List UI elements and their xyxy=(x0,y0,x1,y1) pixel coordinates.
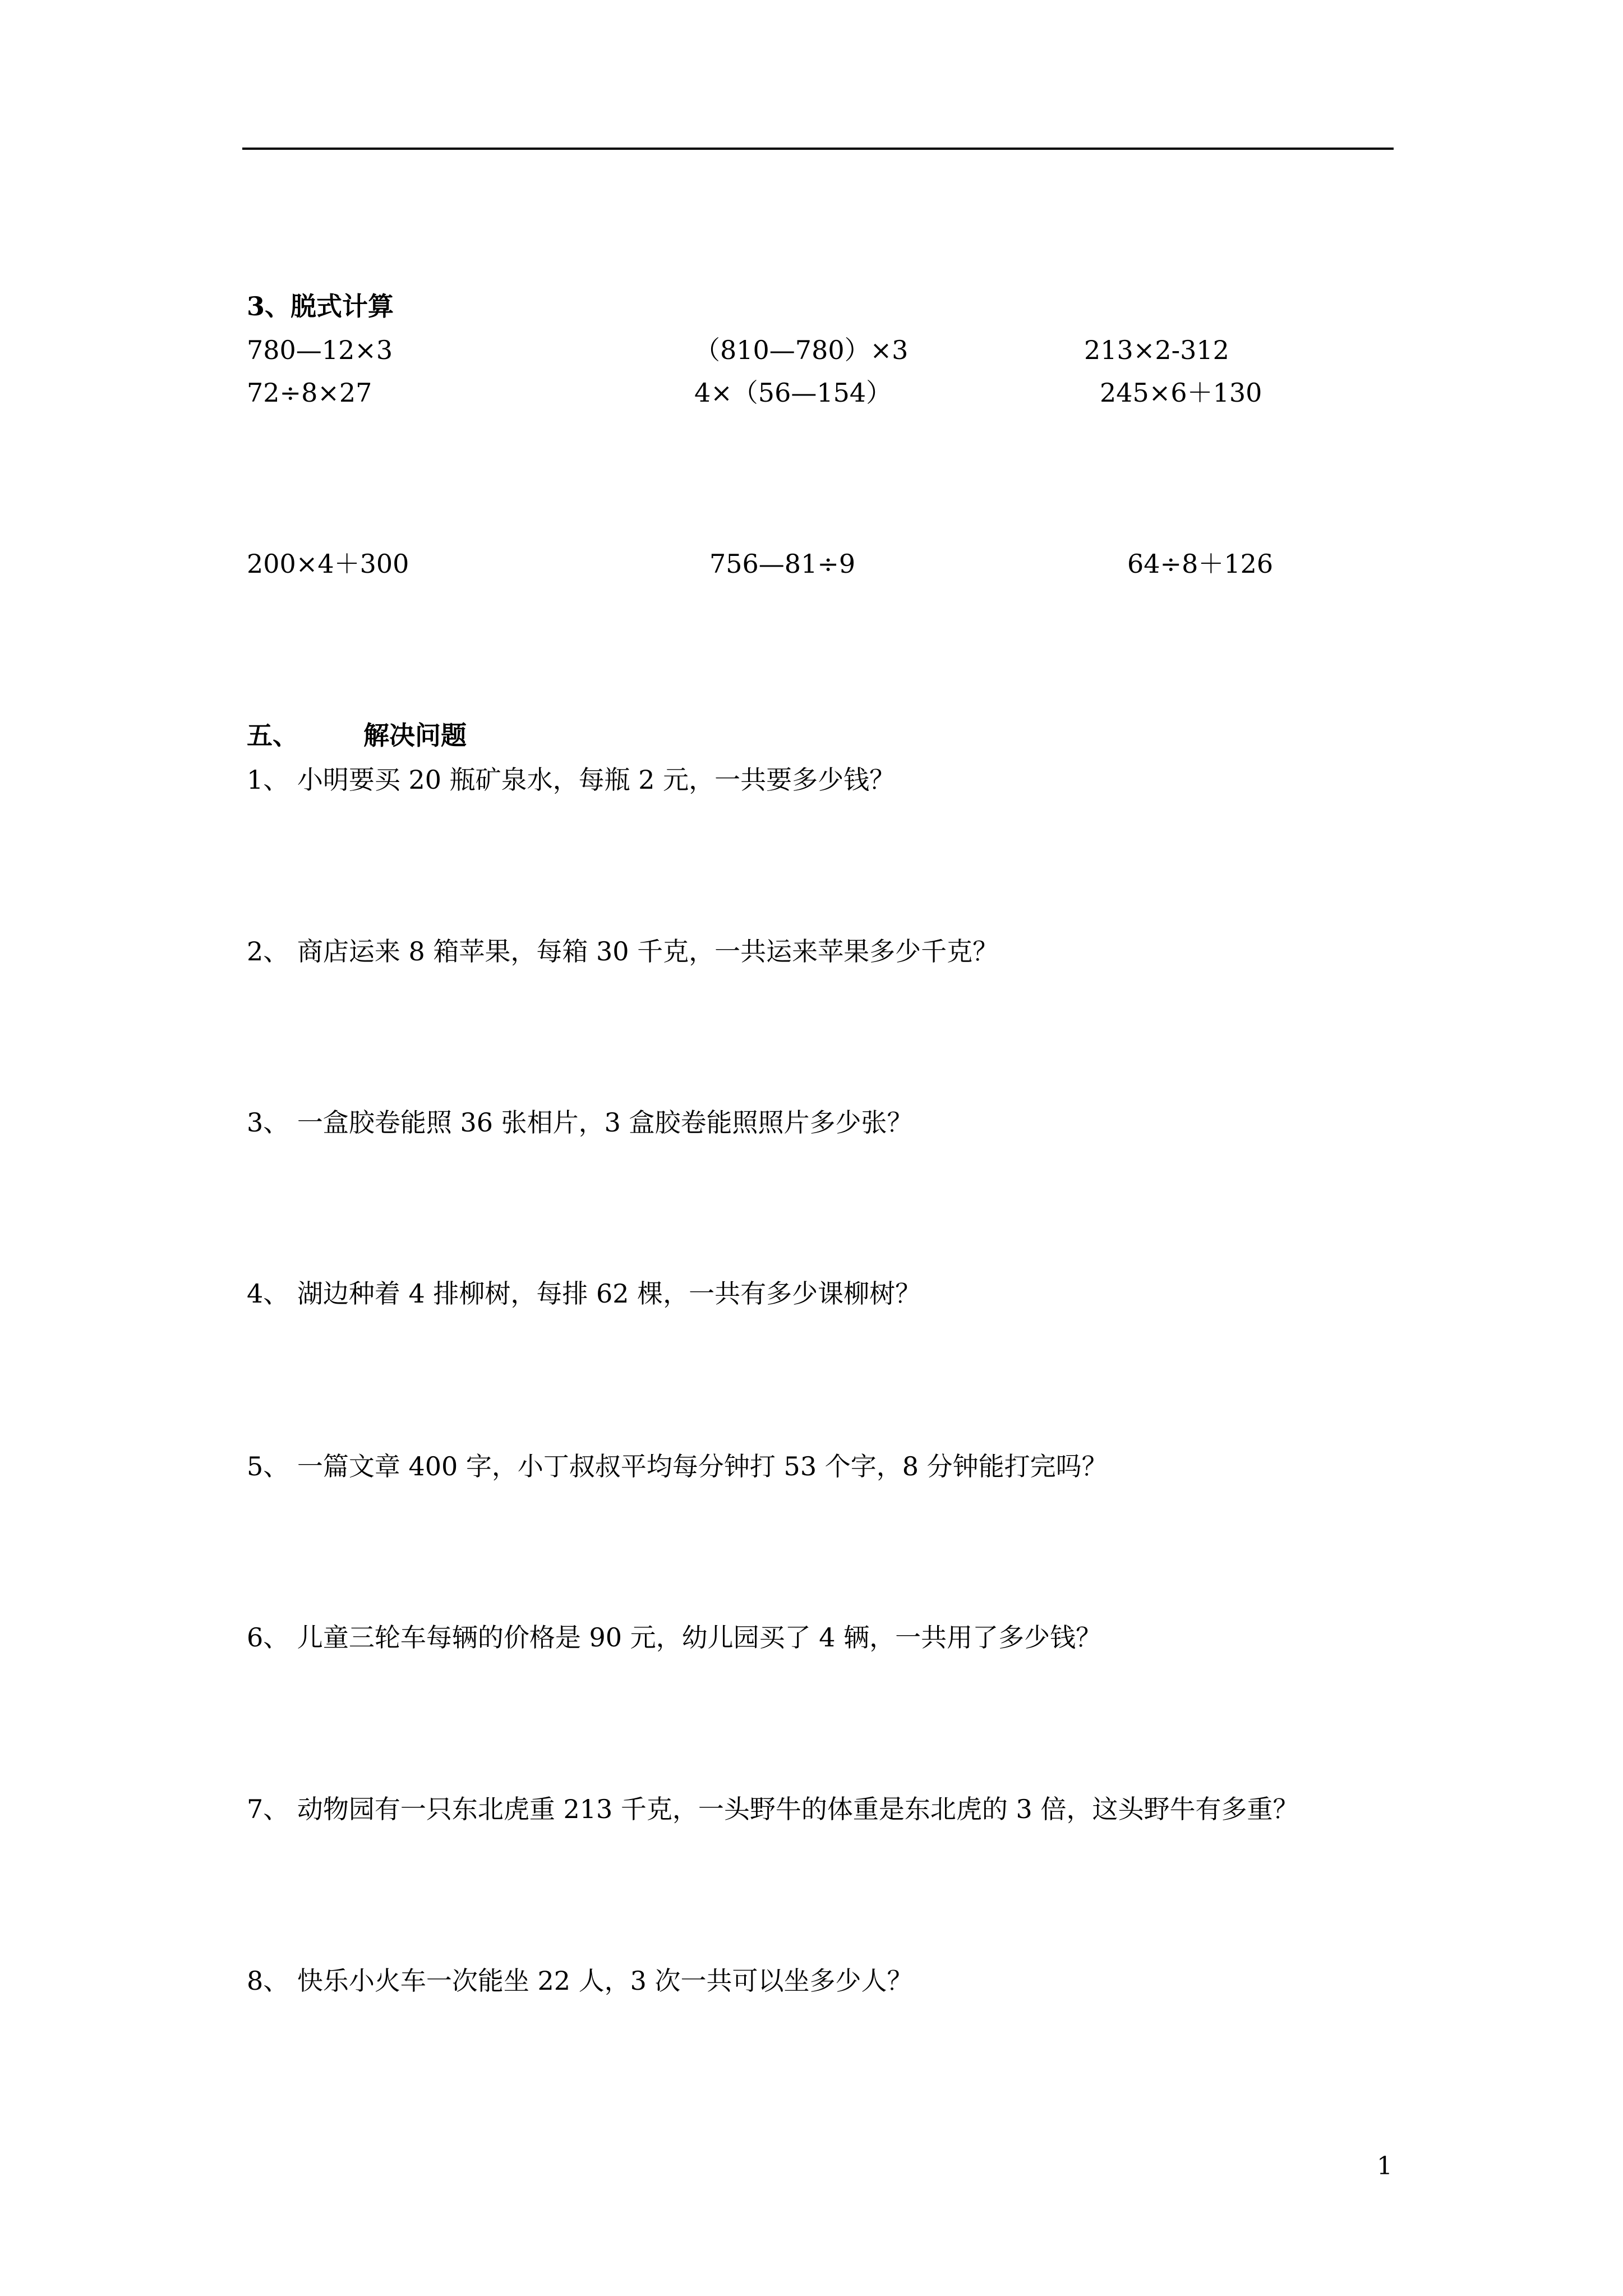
expression: 245×6＋130 xyxy=(1100,378,1262,408)
section3-title: 3、脱式计算 xyxy=(247,291,394,321)
word-problem: 5、 一篇文章 400 字，小丁叔叔平均每分钟打 53 个字，8 分钟能打完吗？ xyxy=(247,1451,1108,1481)
expression: 200×4＋300 xyxy=(247,549,409,579)
expression: （810—780）×3 xyxy=(694,335,909,365)
word-problem: 1、 小明要买 20 瓶矿泉水，每瓶 2 元，一共要多少钱？ xyxy=(247,765,896,795)
page-number: 1 xyxy=(1377,2152,1393,2180)
expression: 213×2-312 xyxy=(1084,335,1229,365)
header-rule xyxy=(242,148,1394,150)
expression: 756—81÷9 xyxy=(709,549,856,579)
expression: 4×（56—154） xyxy=(694,378,892,408)
expression: 64÷8＋126 xyxy=(1127,549,1274,579)
word-problem: 4、 湖边种着 4 排柳树，每排 62 棵，一共有多少课柳树？ xyxy=(247,1278,921,1309)
section5-title: 解决问题 xyxy=(363,720,467,751)
word-problem: 8、 快乐小火车一次能坐 22 人，3 次一共可以坐多少人？ xyxy=(247,1966,913,1996)
word-problem: 7、 动物园有一只东北虎重 213 千克，一头野牛的体重是东北虎的 3 倍，这头野牛有多重？ xyxy=(247,1794,1299,1824)
expression: 72÷8×27 xyxy=(247,378,372,408)
word-problem: 3、 一盒胶卷能照 36 张相片，3 盒胶卷能照照片多少张？ xyxy=(247,1107,913,1138)
section5-number: 五、 xyxy=(247,720,298,751)
word-problem: 6、 儿童三轮车每辆的价格是 90 元，幼儿园买了 4 辆，一共用了多少钱？ xyxy=(247,1622,1102,1653)
word-problem: 2、 商店运来 8 箱苹果，每箱 30 千克，一共运来苹果多少千克？ xyxy=(247,936,999,967)
expression: 780—12×3 xyxy=(247,335,393,365)
